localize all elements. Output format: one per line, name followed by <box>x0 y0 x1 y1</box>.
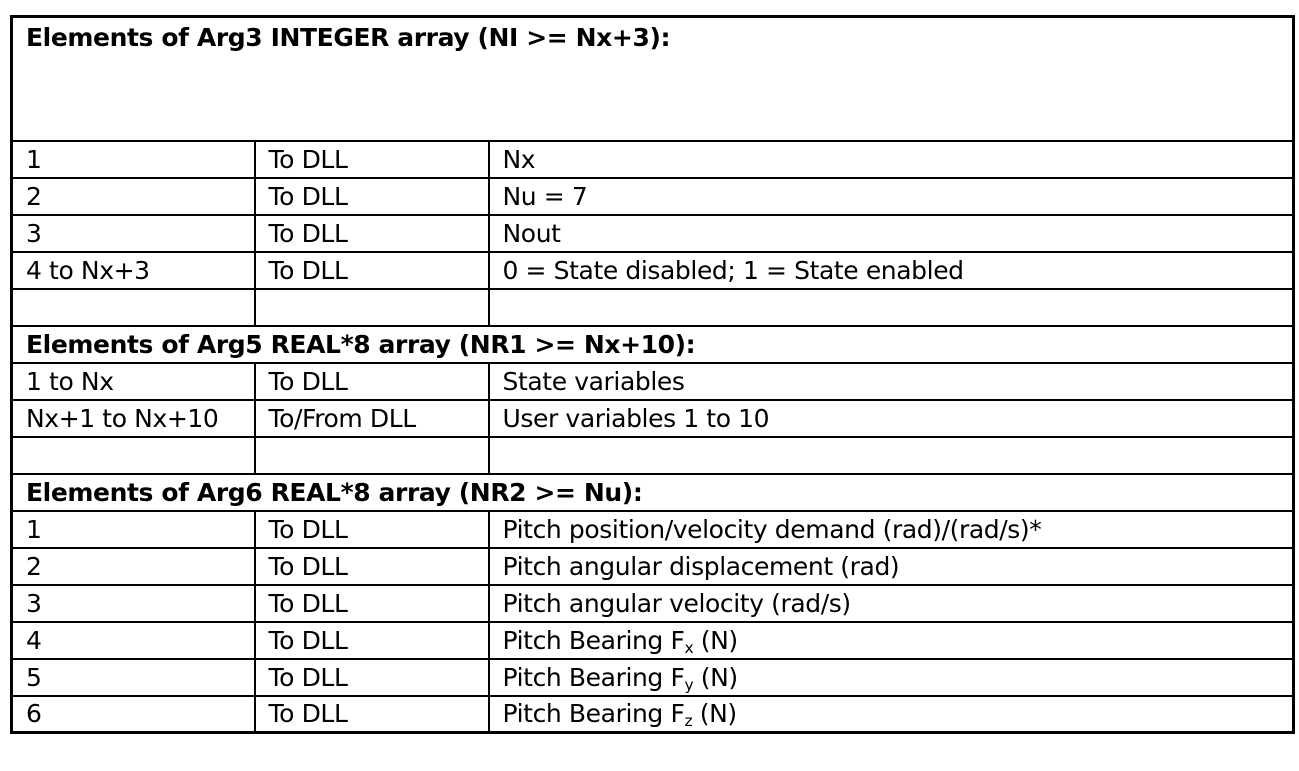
cell-description: Nout <box>489 215 1294 252</box>
cell-description: Pitch Bearing $F_z$ (N) <box>489 696 1294 733</box>
table-row <box>12 585 1294 622</box>
cell-index: 1 to Nx <box>12 363 255 400</box>
table-row <box>12 141 1294 178</box>
spacer-row <box>12 289 1294 326</box>
section-header: Elements of Arg6 REAL*8 array (NR2 >= Nu): <box>12 474 1294 511</box>
cell-direction: To DLL <box>255 622 489 659</box>
section-header-row <box>12 474 1294 511</box>
cell-direction <box>255 289 489 326</box>
cell-index: 1 <box>12 141 255 178</box>
table-row <box>12 363 1294 400</box>
section-header-row <box>12 17 1294 141</box>
cell-index: 3 <box>12 585 255 622</box>
cell-direction: To DLL <box>255 659 489 696</box>
cell-description: Nu = 7 <box>489 178 1294 215</box>
section-header: Elements of Arg3 INTEGER array (NI >= Nx+3): <box>12 17 1294 141</box>
cell-direction: To DLL <box>255 696 489 733</box>
cell-description: Pitch angular velocity (rad/s) <box>489 585 1294 622</box>
cell-description: Pitch position/velocity demand (rad)/(rad/s)* <box>489 511 1294 548</box>
cell-description: User variables 1 to 10 <box>489 400 1294 437</box>
section-header-row <box>12 326 1294 363</box>
cell-description: Nx <box>489 141 1294 178</box>
cell-direction: To DLL <box>255 215 489 252</box>
cell-index: Nx+1 to Nx+10 <box>12 400 255 437</box>
cell-description <box>489 437 1294 474</box>
table-row <box>12 252 1294 289</box>
cell-description <box>489 289 1294 326</box>
cell-description: State variables <box>489 363 1294 400</box>
table-row <box>12 548 1294 585</box>
cell-description: Pitch Bearing $F_x$ (N) <box>489 622 1294 659</box>
table-row <box>12 511 1294 548</box>
cell-index: 6 <box>12 696 255 733</box>
cell-index: 2 <box>12 548 255 585</box>
cell-direction <box>255 437 489 474</box>
cell-direction: To DLL <box>255 141 489 178</box>
cell-direction: To/From DLL <box>255 400 489 437</box>
table-row <box>12 178 1294 215</box>
subscript: x <box>684 638 694 657</box>
cell-index <box>12 289 255 326</box>
cell-direction: To DLL <box>255 178 489 215</box>
cell-description: Pitch Bearing $F_y$ (N) <box>489 659 1294 696</box>
cell-index: 4 <box>12 622 255 659</box>
spacer-row <box>12 437 1294 474</box>
table-row <box>12 659 1294 696</box>
table-row <box>12 215 1294 252</box>
cell-direction: To DLL <box>255 511 489 548</box>
dll-interface-table <box>10 15 1295 734</box>
cell-direction: To DLL <box>255 363 489 400</box>
subscript: z <box>684 712 693 731</box>
table-row <box>12 696 1294 733</box>
cell-description: 0 = State disabled; 1 = State enabled <box>489 252 1294 289</box>
cell-direction: To DLL <box>255 548 489 585</box>
table-row <box>12 400 1294 437</box>
section-header: Elements of Arg5 REAL*8 array (NR1 >= Nx+10): <box>12 326 1294 363</box>
subscript: y <box>684 675 694 694</box>
table-row <box>12 622 1294 659</box>
cell-description: Pitch angular displacement (rad) <box>489 548 1294 585</box>
cell-index: 1 <box>12 511 255 548</box>
dll-table-body <box>12 17 1294 733</box>
cell-index: 3 <box>12 215 255 252</box>
cell-index: 2 <box>12 178 255 215</box>
cell-direction: To DLL <box>255 585 489 622</box>
cell-index <box>12 437 255 474</box>
cell-index: 4 to Nx+3 <box>12 252 255 289</box>
cell-index: 5 <box>12 659 255 696</box>
cell-direction: To DLL <box>255 252 489 289</box>
